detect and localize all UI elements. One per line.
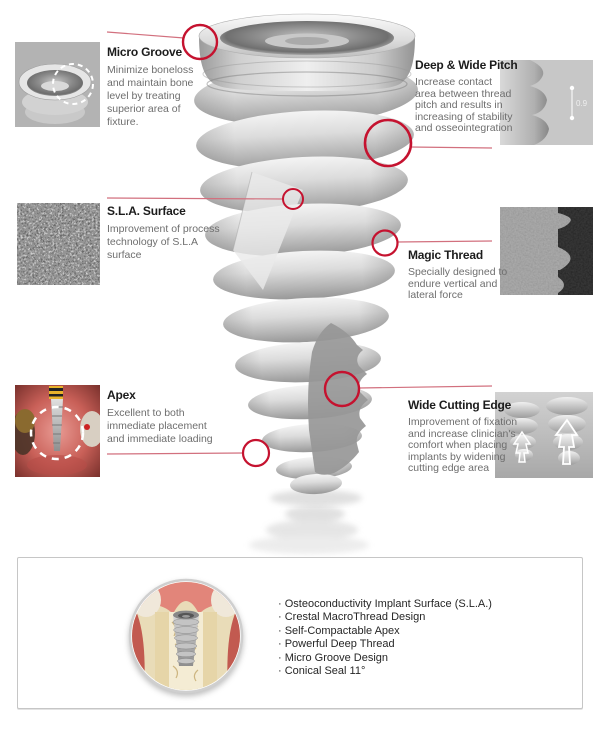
magic-thread-callout-line bbox=[397, 241, 492, 242]
callout-body-apex: Excellent to both immediate placement and immediate loading bbox=[107, 407, 213, 445]
summary-item: · Powerful Deep Thread bbox=[278, 638, 395, 651]
summary-item: · Conical Seal 11° bbox=[278, 665, 366, 678]
callout-apex bbox=[107, 388, 215, 446]
callout-title-sla-surface: S.L.A. Surface bbox=[107, 204, 186, 218]
apex-callout-line bbox=[107, 453, 243, 454]
callout-title-wide-cutting-edge: Wide Cutting Edge bbox=[408, 398, 512, 412]
summary-list bbox=[278, 598, 492, 678]
sla-surface-texture-photo bbox=[17, 203, 100, 285]
callout-wide-cutting-edge bbox=[408, 398, 518, 475]
implant-reflection bbox=[249, 506, 369, 554]
deep-wide-pitch-callout-line bbox=[410, 147, 492, 148]
summary-item: · Crestal MacroThread Design bbox=[278, 611, 426, 624]
implant-cross-section-image bbox=[128, 578, 244, 694]
wide-cutting-edge-callout-line bbox=[359, 386, 492, 388]
callout-body-magic-thread: Specially designed to endure vertical and lateral force bbox=[408, 266, 508, 302]
summary-item: · Osteoconductivity Implant Surface (S.L.A.) bbox=[278, 598, 492, 610]
summary-panel bbox=[17, 557, 583, 709]
callout-title-deep-wide-pitch: Deep & Wide Pitch bbox=[415, 58, 518, 72]
apex-highlight-circle bbox=[243, 440, 269, 466]
pitch-measurement-label: 0.9 bbox=[576, 99, 588, 108]
callout-sla-surface bbox=[107, 204, 221, 262]
callout-body-sla-surface: Improvement of process technology of S.L.A surface bbox=[107, 223, 220, 261]
callout-title-apex: Apex bbox=[107, 388, 136, 402]
callout-body-wide-cutting-edge: Improvement of fixation and increase clinician's comfort when placing implants by widening cutting edge area bbox=[408, 416, 518, 475]
implant-collar bbox=[199, 14, 415, 96]
micro-groove-callout-line bbox=[107, 32, 184, 38]
summary-item: · Self-Compactable Apex bbox=[278, 624, 400, 637]
callout-title-magic-thread: Magic Thread bbox=[408, 248, 483, 262]
callout-title-micro-groove: Micro Groove bbox=[107, 45, 182, 59]
summary-item: · Micro Groove Design bbox=[278, 651, 389, 664]
callout-deep-wide-pitch bbox=[415, 58, 518, 135]
callout-body-deep-wide-pitch: Increase contact area between thread pitch and results in increasing of stability and osseointegration bbox=[415, 76, 513, 135]
callout-micro-groove bbox=[107, 45, 204, 129]
callout-magic-thread bbox=[408, 248, 514, 302]
apex-clinical-photo bbox=[15, 385, 100, 477]
implant-thread-body bbox=[193, 59, 420, 495]
callout-body-micro-groove: Minimize boneloss and maintain bone level by treating superior area of fixture. bbox=[107, 64, 194, 128]
micro-groove-photo bbox=[15, 42, 100, 127]
